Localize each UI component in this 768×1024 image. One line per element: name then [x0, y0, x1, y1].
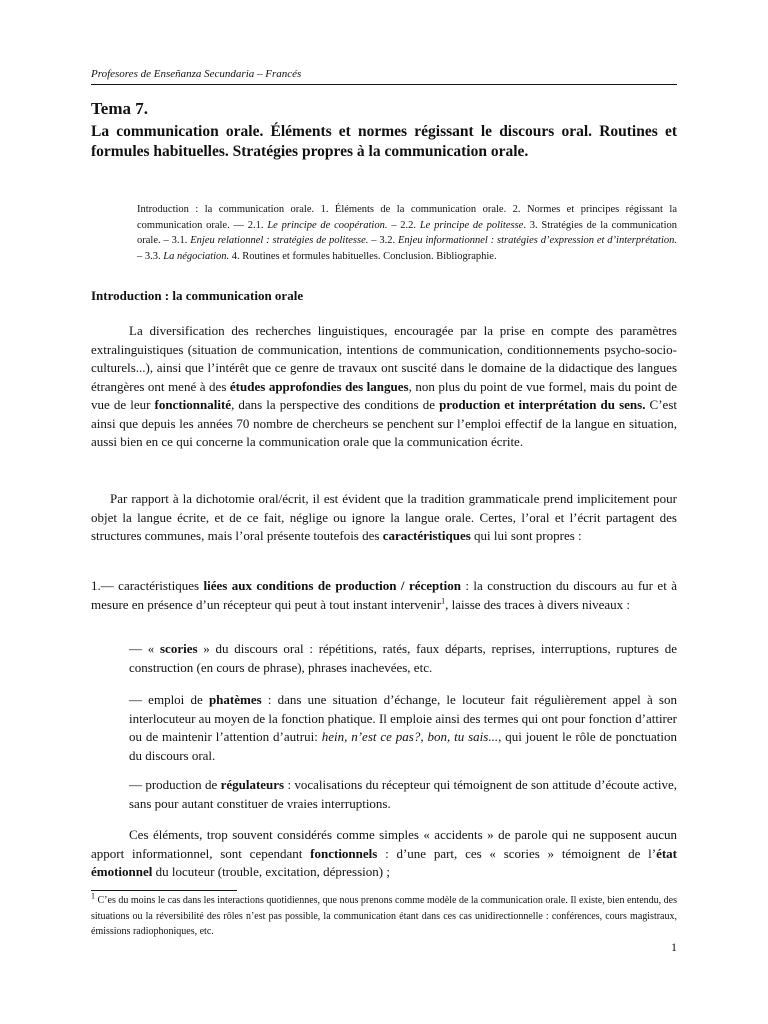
bold-text: scories: [160, 641, 198, 656]
summary-italic: Le principe de politesse: [419, 219, 524, 231]
summary-italic: Enjeu informationnel : stratégies d’expression et d’interprétation.: [398, 235, 677, 247]
summary-text: Introduction : la communication orale. 1. Éléments de la communication orale. 2. Normes et principes régissant la communication orale. — 2.1.: [137, 204, 677, 231]
text: » du discours oral : répétitions, ratés, faux départs, reprises, interruptions, ruptures de construction (en cours de phrase), phrases inachevées, etc.: [129, 641, 677, 675]
paragraph-2: [91, 490, 677, 546]
summary-text: – 3.2.: [368, 235, 398, 247]
summary-text: – 3.3.: [137, 250, 164, 262]
text: , dans la perspective des conditions de: [231, 397, 440, 412]
tema-heading: Tema 7.: [91, 99, 148, 118]
text: , laisse des traces à divers niveaux :: [445, 596, 630, 612]
text: : la construction du discours au fur et à mesure en présence d’un récepteur qui peut à tout instant intervenir: [91, 578, 678, 612]
bold-text: régulateurs: [220, 777, 285, 792]
bold-text: fonctionnels: [310, 845, 378, 861]
bold-text: études approfondies des langues: [229, 378, 409, 394]
bold-text: caractéristiques: [382, 528, 471, 543]
bold-text: phatèmes: [208, 692, 262, 707]
footnote: [91, 893, 677, 940]
bold-text: production et interprétation du sens.: [439, 397, 646, 412]
paragraph-regulateurs: [129, 776, 677, 813]
text: : dans une situation d’échange, le locuteur fait régulièrement appel à son interlocuteur au moyen de la fonction phatique. Il emploie ainsi des termes qui ont pour fonction d’attirer ou de maintenir l’attention d’autrui:: [129, 692, 677, 744]
footnote-marker: 1: [91, 891, 95, 901]
text: Ces éléments, trop souvent considérés comme simples « accidents » de parole qui ne supposent aucun apport informationnel, sont cependant: [91, 827, 677, 861]
text: : vocalisations du récepteur qui témoignent de son attitude d’écoute active, sans pour autant constituer de vraies interruptions.: [129, 777, 677, 811]
summary-italic: Enjeu relationnel : stratégies de politesse.: [190, 235, 369, 247]
summary-text: 4. Routines et formules habituelles. Conclusion. Bibliographie.: [229, 250, 497, 262]
italic-text: hein, n’est ce pas?, bon, tu sais...: [321, 729, 499, 744]
paragraph-elements: [91, 826, 677, 882]
paragraph-phatemes: [129, 691, 677, 765]
page-number: 1: [671, 940, 677, 954]
text: Par rapport à la dichotomie oral/écrit, il est évident que la tradition grammaticale prend implicitement pour objet la langue écrite, et de ce fait, néglige ou ignore la langue orale. Certes, l’oral et l’écrit partagent des structures communes, mais l’oral présente toutefois des: [91, 491, 677, 543]
text: — production de: [129, 777, 221, 792]
document-title: La communication orale. Éléments et normes régissant le discours oral. Routines et formules habituelles. Stratégies propres à la communication orale.: [91, 123, 677, 160]
text: — emploi de: [129, 692, 209, 707]
summary-italic: Le principe de coopération.: [267, 219, 388, 231]
text: La diversification des recherches linguistiques, encouragée par la prise en compte des paramètres extralinguistiques (situation de communication, intentions de communication, conditionnements psycho-socio-culturels...), ainsi que l’intérêt que ce genre de travaux ont suscité dans le domaine de la didactique des langues étrangères ont mené à des: [91, 323, 677, 394]
footnote-text: C’es du moins le cas dans les interactions quotidiennes, que nous prenons comme modèle de la communication orale. Il existe, bien entendu, des situations ou la réversibilité des rôles n’est pas possible, la communication étant dans ces cas unidirectionnelle : conférences, cours magistraux, émissions radiophoniques, etc.: [91, 895, 677, 937]
text: , non plus du point de vue formel, mais du point de vue de leur: [91, 378, 677, 412]
text: : d’une part, ces « scories » témoignent de l’: [377, 845, 657, 861]
paragraph-1: [91, 322, 677, 452]
summary-italic: La négociation.: [163, 250, 230, 262]
footnote-ref: 1: [441, 596, 446, 606]
text: 1.— caractéristiques: [91, 578, 204, 593]
running-header: Profesores de Enseñanza Secundaria – Francés: [91, 67, 677, 85]
paragraph-3: [91, 577, 677, 614]
summary-text: – 2.2.: [387, 219, 420, 231]
summary: [137, 202, 677, 264]
text: — «: [129, 641, 160, 656]
bold-text: liées aux conditions de production / réception: [203, 578, 461, 593]
paragraph-scories: [129, 640, 677, 677]
footnote-divider: [91, 890, 237, 891]
bold-text: état émotionnel: [91, 845, 677, 879]
text: C’est ainsi que depuis les années 70 nombre de chercheurs se penchent sur l’emploi effectif de la langue en situation, aussi bien en ce qui concerne la communication orale que la communication écrite.: [91, 397, 677, 449]
text: qui lui sont propres :: [470, 528, 582, 543]
bold-text: fonctionnalité: [154, 397, 232, 412]
summary-text: . 3. Stratégies de la communication orale. – 3.1.: [137, 219, 677, 247]
text: du locuteur (trouble, excitation, dépression) ;: [152, 864, 390, 879]
section-heading-introduction: Introduction : la communication orale: [91, 288, 304, 303]
text: , qui jouent le rôle de ponctuation du discours oral.: [129, 729, 678, 763]
